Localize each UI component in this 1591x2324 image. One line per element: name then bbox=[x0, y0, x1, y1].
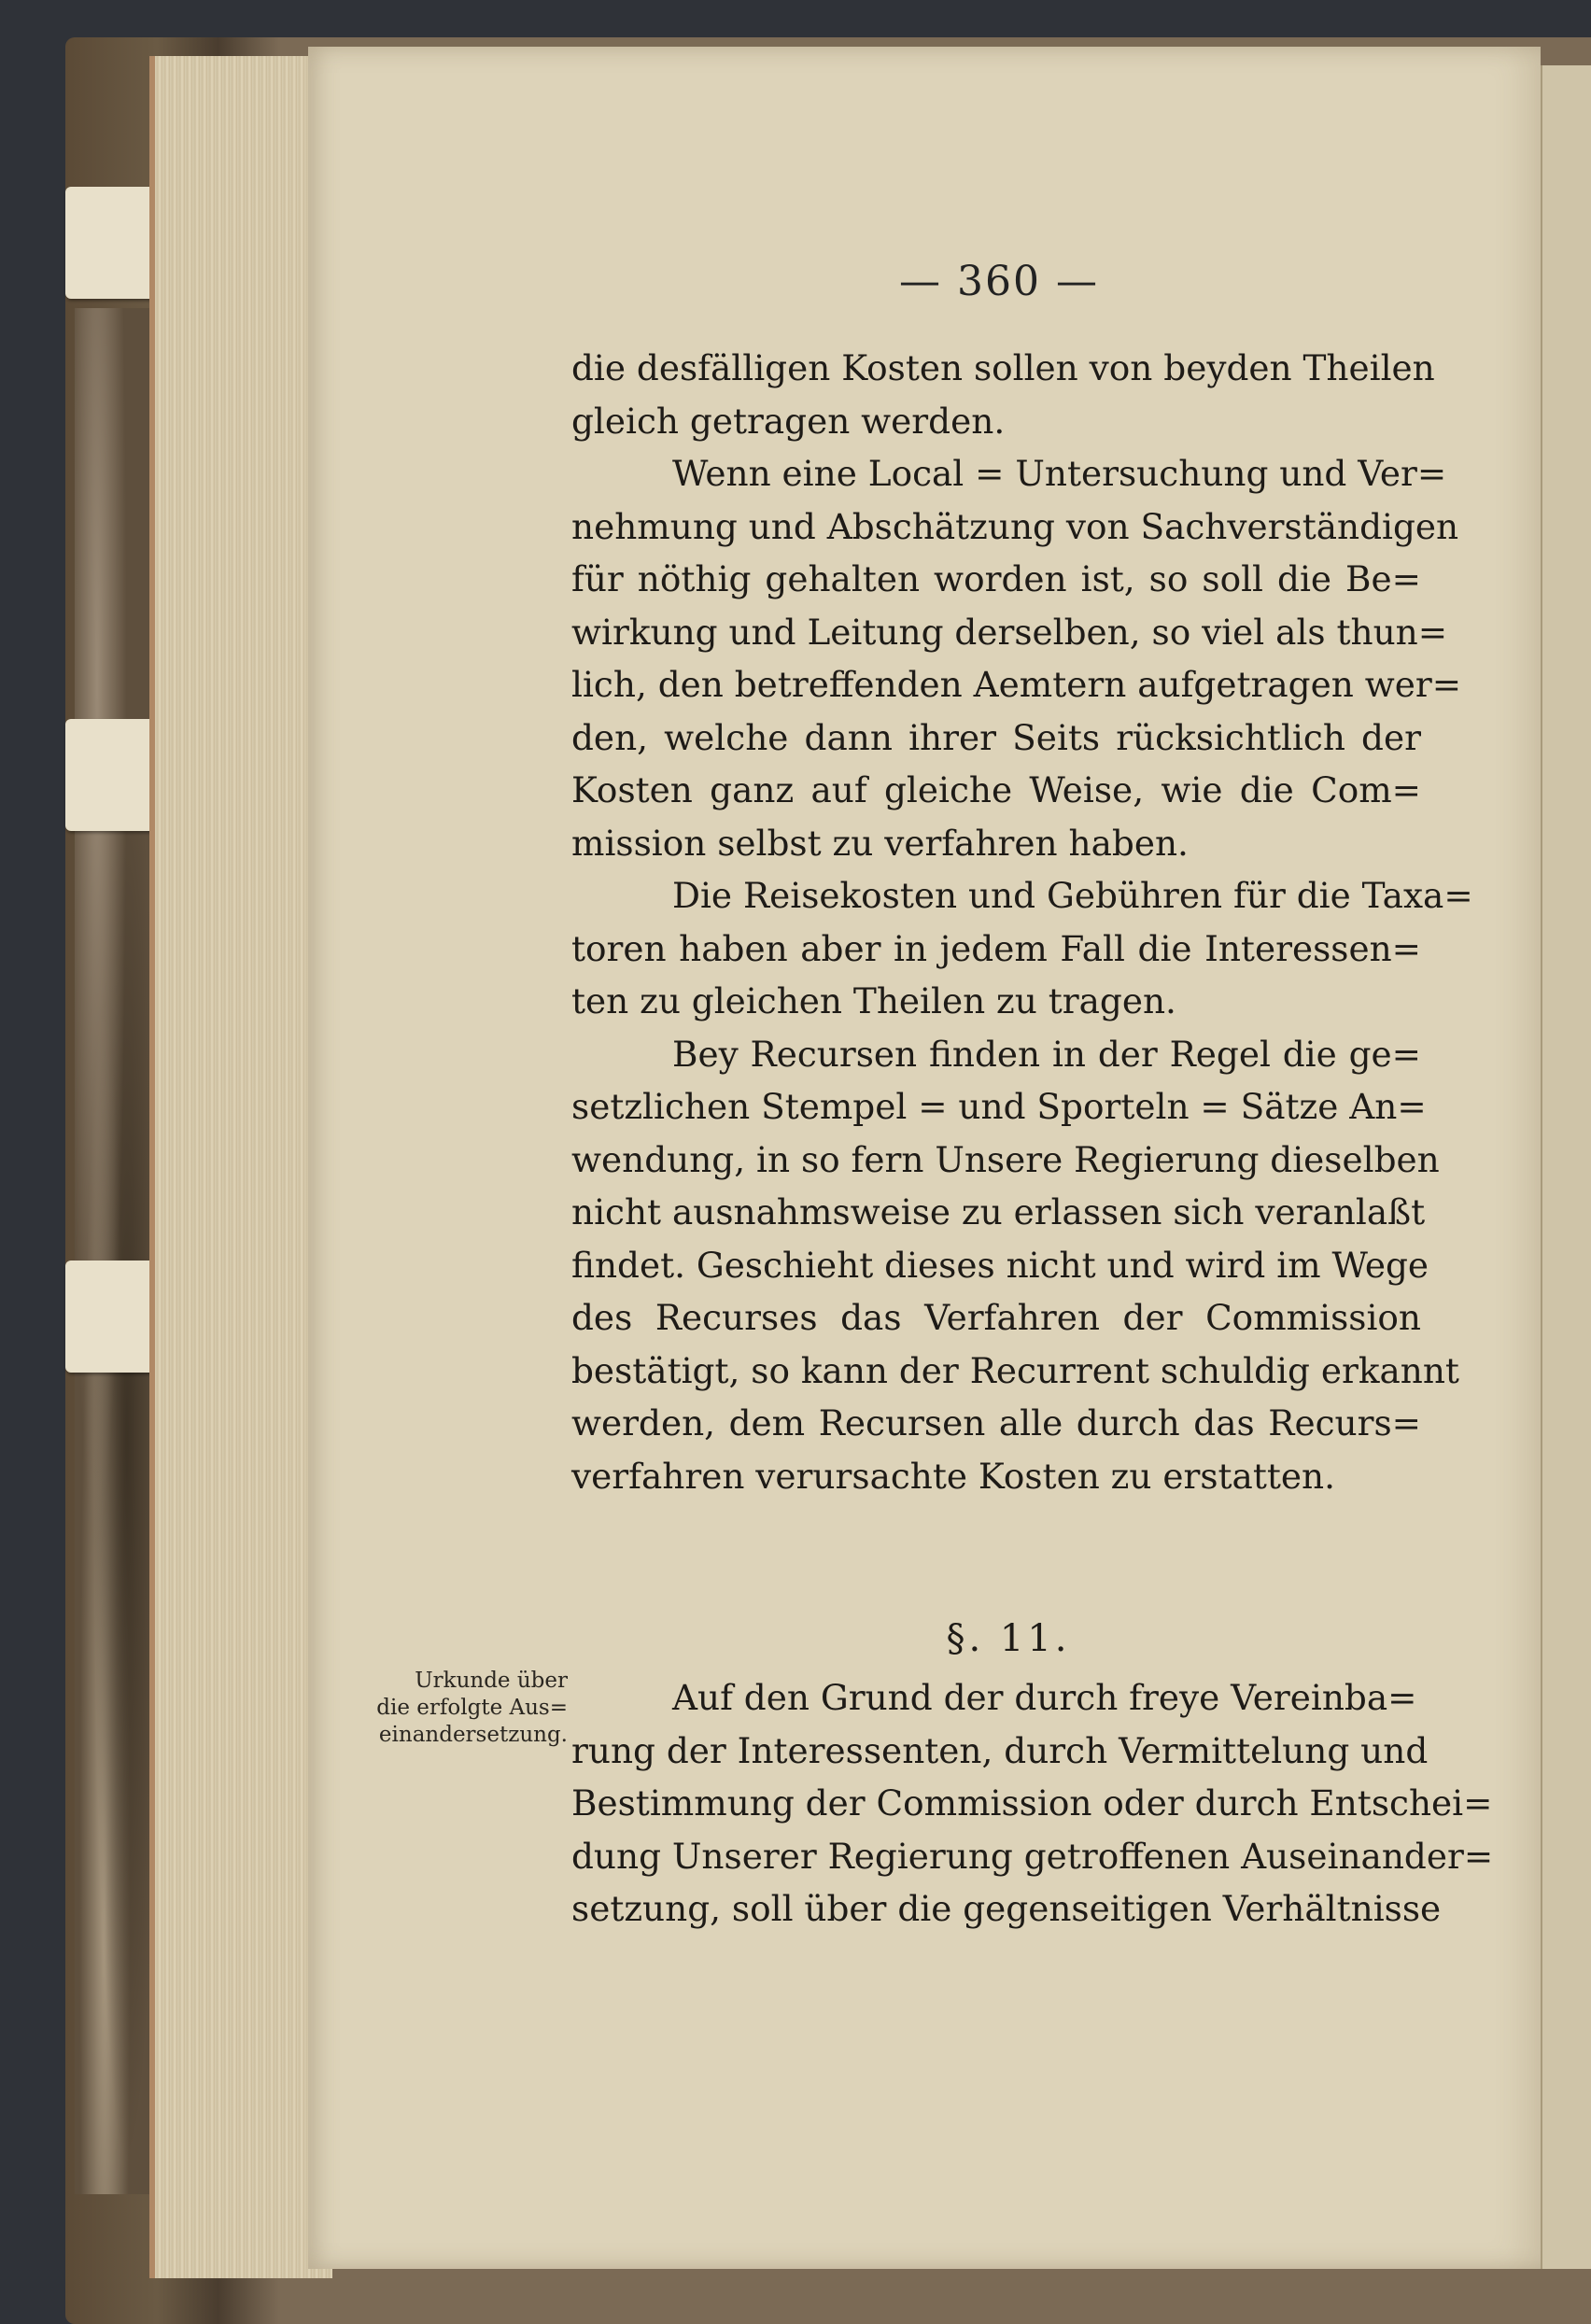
text-line: gleich getragen werden. bbox=[571, 400, 1006, 442]
text-line: Kosten ganz auf gleiche Weise, wie die Com= bbox=[571, 769, 1421, 810]
text-line: lich, den betreffenden Aemtern aufgetragen wer= bbox=[571, 664, 1462, 705]
margin-note bbox=[347, 1668, 568, 1749]
text-line: wendung, in so fern Unsere Regierung dieselben bbox=[571, 1138, 1440, 1180]
body-text-bottom bbox=[571, 1671, 1494, 1936]
facing-page-edge bbox=[1541, 65, 1591, 2269]
text-line: Wenn eine Local = Untersuchung und Ver= bbox=[672, 453, 1447, 494]
text-line: für nöthig gehalten worden ist, so soll die Be= bbox=[571, 558, 1421, 599]
text-line: setzung, soll über die gegenseitigen Verhältnisse bbox=[571, 1888, 1442, 1929]
text-line: nicht ausnahmsweise zu erlassen sich veranlaßt bbox=[571, 1191, 1426, 1232]
text-line: rung der Interessenten, durch Vermittelung und bbox=[571, 1729, 1429, 1771]
marbled-cover-edge bbox=[75, 308, 149, 2194]
text-line: findet. Geschieht dieses nicht und wird im Wege bbox=[571, 1244, 1429, 1286]
text-line: Auf den Grund der durch freye Vereinba= bbox=[672, 1677, 1417, 1718]
margin-note-line: die erfolgte Aus= bbox=[376, 1696, 568, 1720]
margin-note-line: Urkunde über bbox=[415, 1669, 568, 1693]
page-edges bbox=[149, 56, 332, 2278]
text-line: die desfälligen Kosten sollen von beyden Theilen bbox=[571, 347, 1435, 388]
text-line: wirkung und Leitung derselben, so viel als thun= bbox=[571, 611, 1448, 653]
text-line: Die Reisekosten und Gebühren für die Taxa= bbox=[672, 875, 1473, 916]
text-line: werden, dem Recursen alle durch das Recurs= bbox=[571, 1402, 1421, 1444]
text-line: den, welche dann ihrer Seits rücksichtlich der bbox=[571, 716, 1421, 758]
text-line: setzlichen Stempel = und Sporteln = Sätze An= bbox=[571, 1086, 1427, 1127]
text-line: nehmung und Abschätzung von Sachverständigen bbox=[571, 505, 1459, 547]
section-heading: §. 11. bbox=[946, 1617, 1071, 1660]
text-line: ten zu gleichen Theilen zu tragen. bbox=[571, 980, 1176, 1021]
text-line: mission selbst zu verfahren haben. bbox=[571, 822, 1189, 864]
body-text-top bbox=[571, 342, 1473, 1502]
text-line: Bey Recursen finden in der Regel die ge= bbox=[672, 1033, 1421, 1075]
text-line: verfahren verursachte Kosten zu erstatten. bbox=[571, 1455, 1335, 1497]
margin-note-line: einandersetzung. bbox=[378, 1723, 568, 1747]
text-line: Bestimmung der Commission oder durch Entschei= bbox=[571, 1782, 1493, 1824]
text-line: bestätigt, so kann der Recurrent schuldig erkannt bbox=[571, 1349, 1459, 1391]
text-line: toren haben aber in jedem Fall die Interessen= bbox=[571, 927, 1421, 969]
page-number: — 360 — bbox=[899, 258, 1099, 305]
text-line: dung Unserer Regierung getroffenen Auseinander= bbox=[571, 1835, 1494, 1877]
text-line: des Recurses das Verfahren der Commission bbox=[571, 1297, 1421, 1338]
